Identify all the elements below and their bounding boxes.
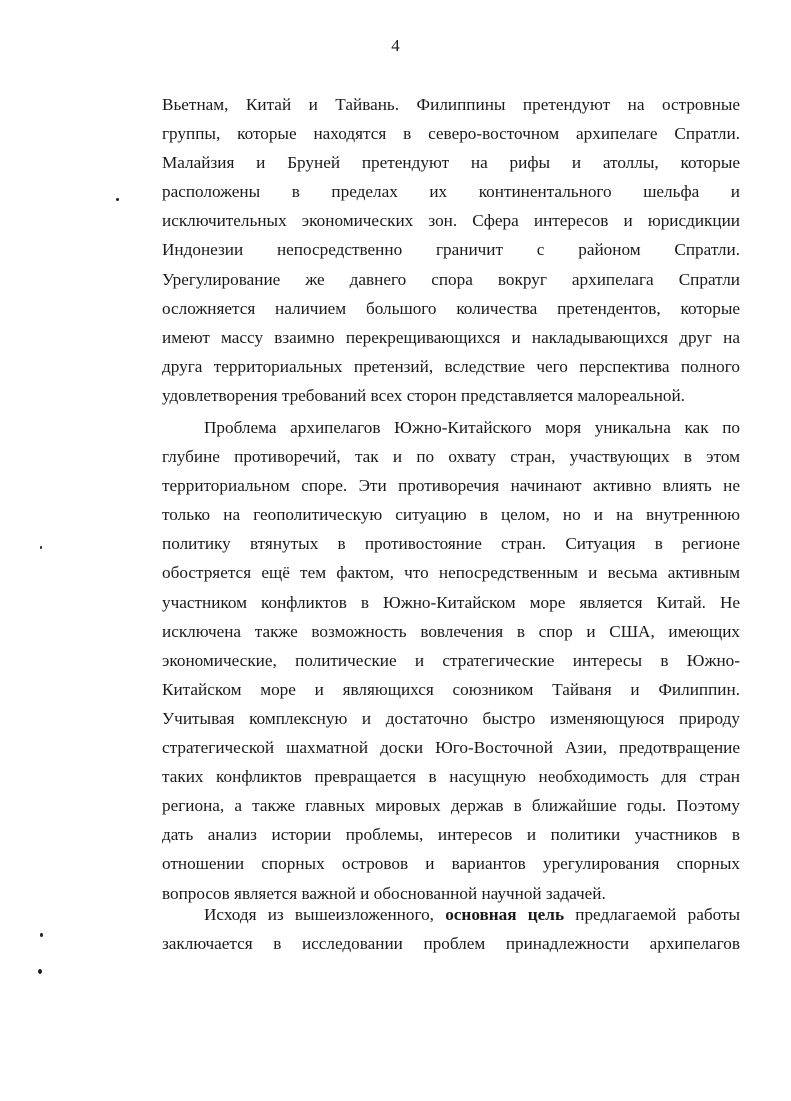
page-number: 4 [391, 36, 400, 55]
paragraph-1-line: группы, которые находятся в северо-восточном архипелаге Спратли. [162, 124, 740, 144]
paragraph-1-line: имеют массу взаимно перекрещивающихся и накладывающихся друг на [162, 327, 740, 347]
paragraph-1-line: исключительных экономических зон. Сфера интересов и юрисдикции [162, 211, 740, 231]
paragraph-1 [162, 90, 740, 410]
paragraph-2-line: дать анализ истории проблемы, интересов и политики участников в [162, 825, 740, 845]
paragraph-3-text-after: предлагаемой работы [564, 905, 740, 924]
scan-speck [40, 546, 42, 549]
paragraph-3-text-before: Исходя из вышеизложенного, [204, 905, 446, 924]
paragraph-1-line: Вьетнам, Китай и Тайвань. Филиппины претендуют на островные [162, 95, 740, 114]
paragraph-2-line: глубине противоречий, так и по охвату стран, участвующих в этом [162, 447, 740, 467]
paragraph-1-line: Малайзия и Бруней претендуют на рифы и атоллы, которые [162, 153, 740, 173]
paragraph-1-line: удовлетворения требований всех сторон представляется малореальной. [162, 385, 685, 405]
paragraph-2-line: экономические, политические и стратегические интересы в Южно- [162, 650, 740, 670]
paragraph-1-line: Индонезии непосредственно граничит с районом Спратли. [162, 240, 740, 260]
scan-speck [116, 198, 119, 201]
paragraph-2-line: стратегической шахматной доски Юго-Восточной Азии, предотвращение [162, 738, 740, 758]
paragraph-2-line: Учитывая комплексную и достаточно быстро изменяющуюся природу [162, 708, 740, 728]
paragraph-1-line: друга территориальных претензий, вследствие чего перспектива полного [162, 356, 740, 376]
paragraph-2-line: Китайском море и являющихся союзником Тайваня и Филиппин. [162, 679, 740, 699]
paragraph-1-line: осложняется наличием большого количества претендентов, которые [162, 298, 740, 318]
paragraph-2-line: вопросов является важной и обоснованной научной задачей. [162, 883, 606, 903]
paragraph-1-line: расположены в пределах их континентального шельфа и [162, 182, 740, 202]
paragraph-2-line: Проблема архипелагов Южно-Китайского моря уникальна как по [204, 418, 740, 437]
paragraph-2-line: таких конфликтов превращается в насущную необходимость для стран [162, 767, 740, 787]
paragraph-1-line: Урегулирование же давнего спора вокруг архипелага Спратли [162, 269, 740, 289]
paragraph-2-line: исключена также возможность вовлечения в спор и США, имеющих [162, 621, 740, 641]
paragraph-2-line: территориальном споре. Эти противоречия начинают активно влиять не [162, 476, 740, 496]
main-goal-emphasis: основная цель [445, 905, 565, 924]
paragraph-2-line: региона, а также главных мировых держав в ближайшие годы. Поэтому [162, 796, 740, 816]
paragraph-2-line: политику втянутых в противостояние стран. Ситуация в регионе [162, 534, 740, 554]
paragraph-2-line: участником конфликтов в Южно-Китайском море является Китай. Не [162, 592, 740, 612]
paragraph-2-line: обостряется ещё тем фактом, что непосредственным и весьма активным [162, 563, 740, 583]
scan-speck [40, 933, 43, 937]
paragraph-3 [162, 900, 740, 958]
scan-speck [38, 969, 42, 974]
paragraph-3-line-1 [162, 900, 740, 929]
paragraph-2-line: только на геополитическую ситуацию в целом, но и на внутреннюю [162, 505, 740, 525]
paragraph-2-line: отношении спорных островов и вариантов урегулирования спорных [162, 854, 740, 874]
paragraph-2 [162, 413, 740, 908]
paragraph-3-line-2: заключается в исследовании проблем принадлежности архипелагов [162, 934, 740, 954]
